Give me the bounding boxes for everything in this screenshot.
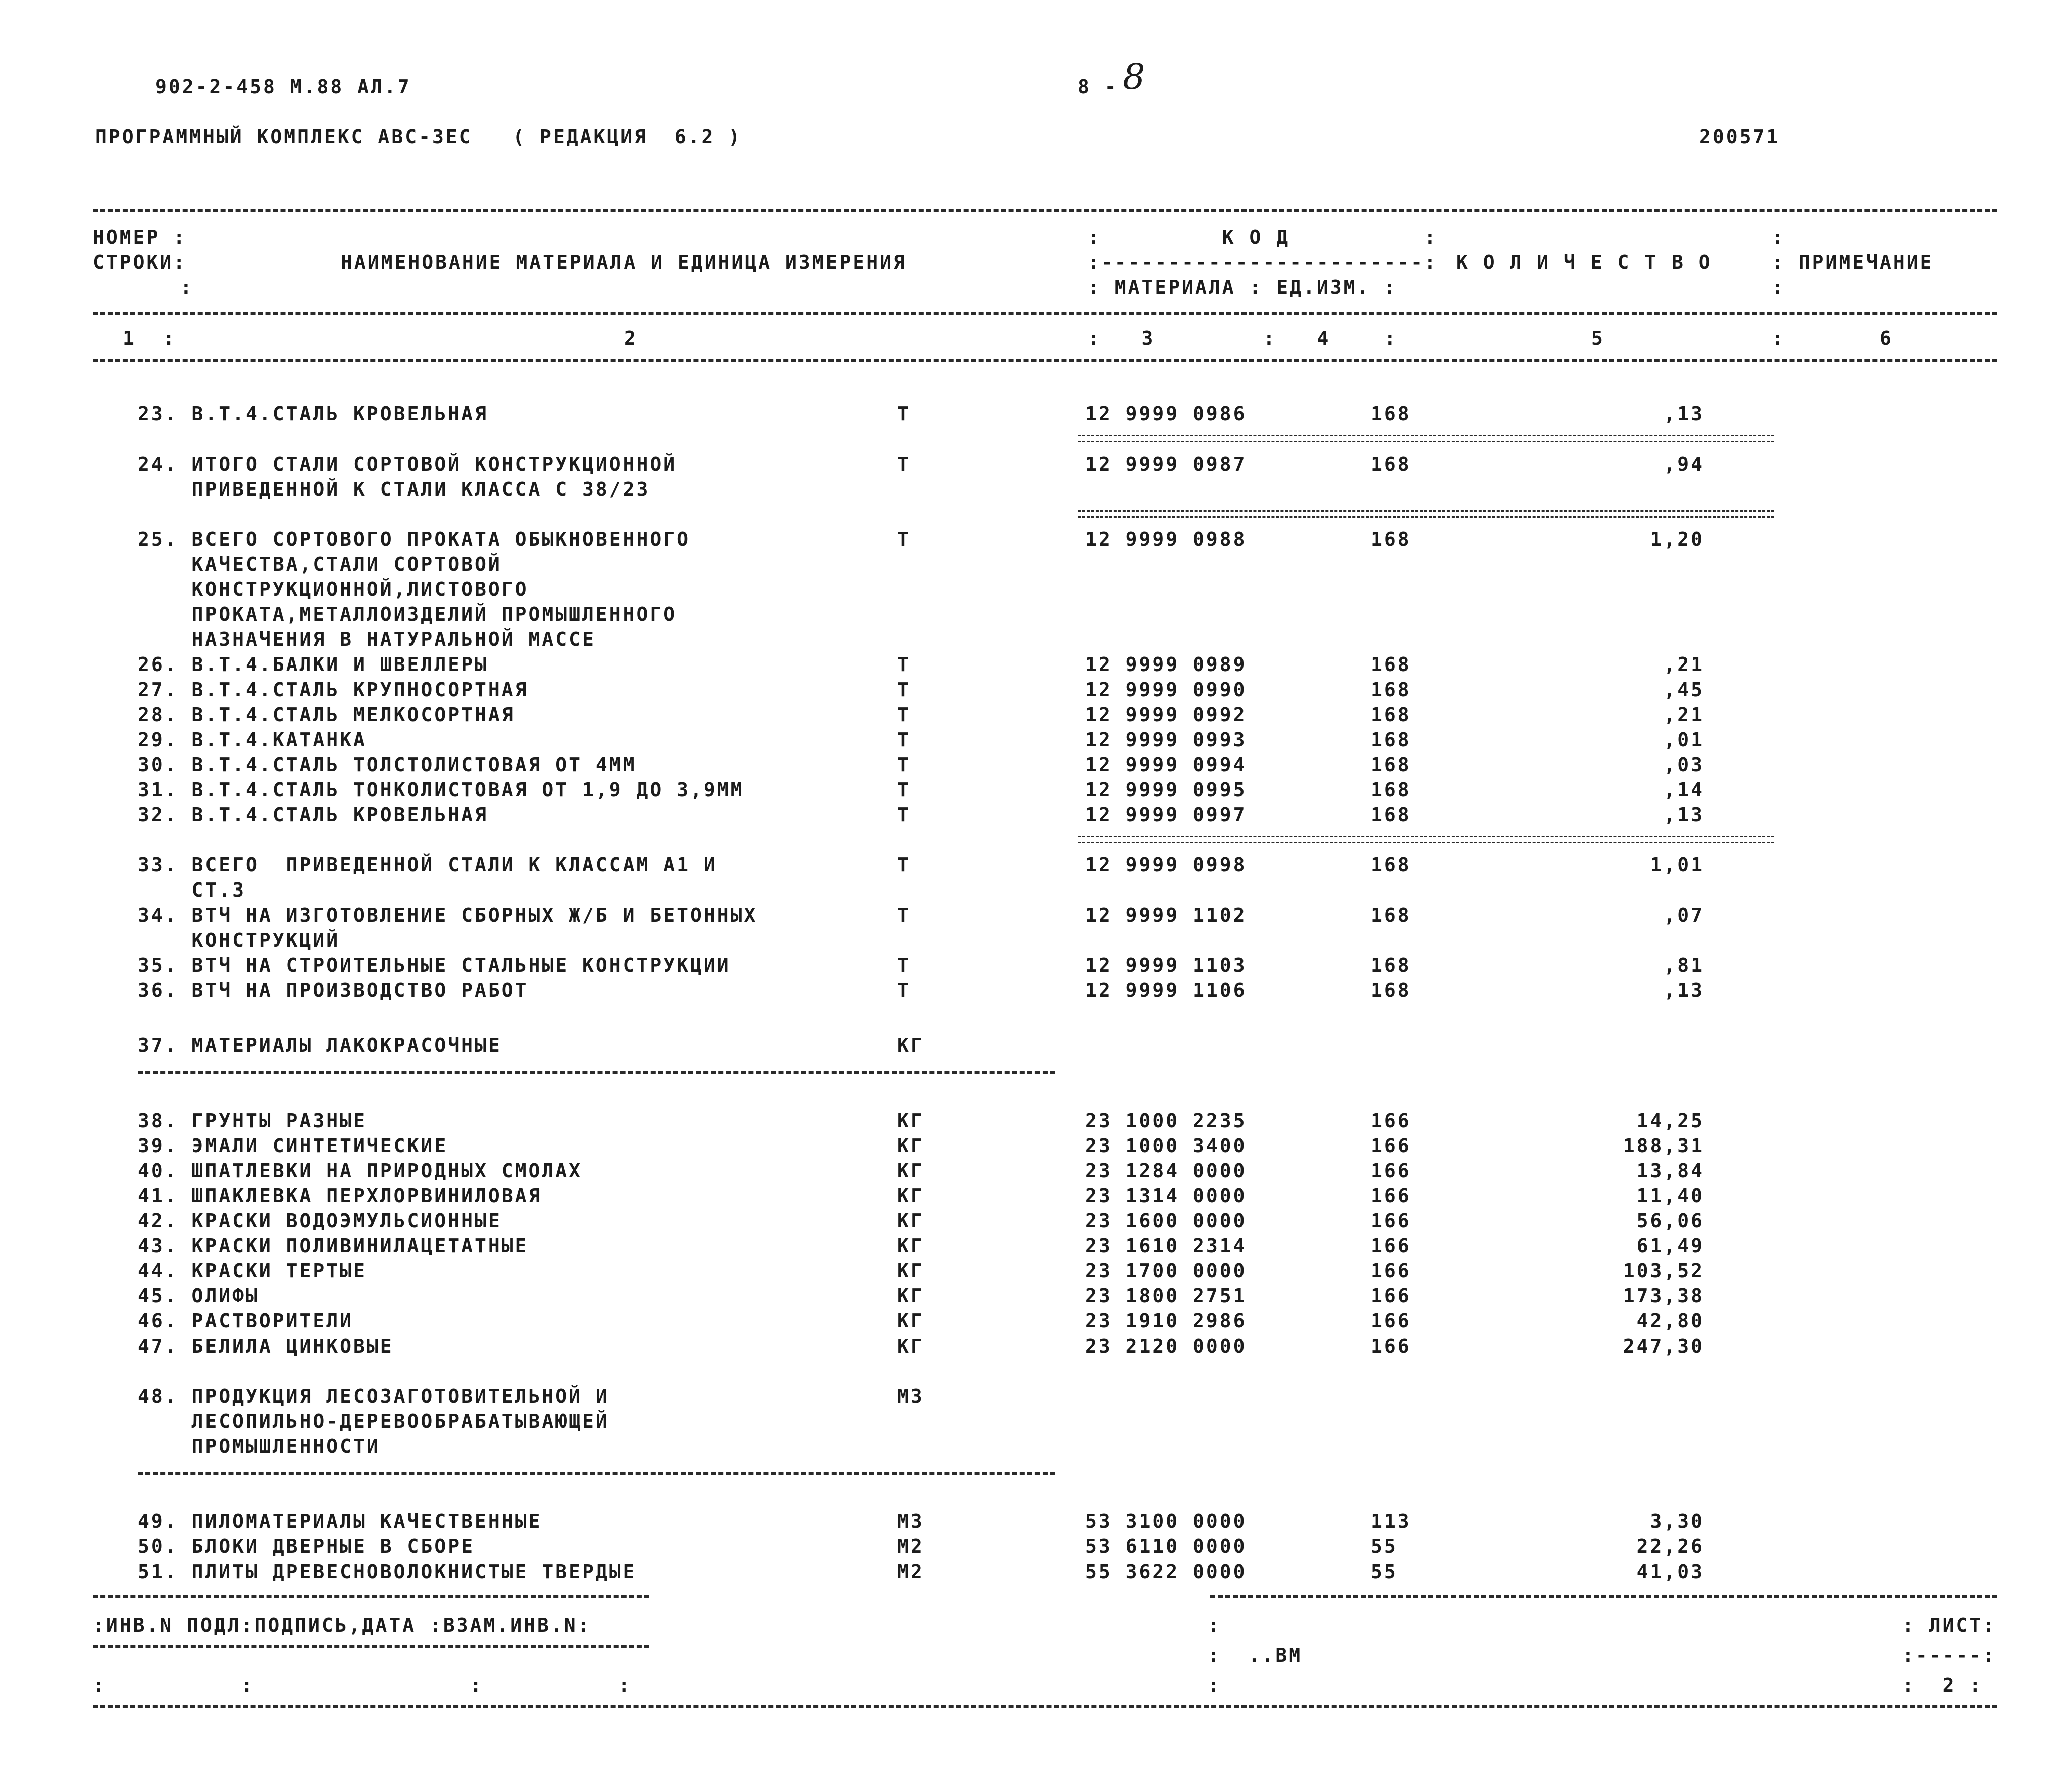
row-number-label-1: НОМЕР : <box>93 226 187 248</box>
material-name: 35. ВТЧ НА СТРОИТЕЛЬНЫЕ СТАЛЬНЫЕ КОНСТРУКЦИИ <box>138 954 731 976</box>
material-code: 12 9999 0994 <box>1085 754 1247 776</box>
note-header: : ПРИМЕЧАНИЕ <box>1772 251 1934 273</box>
unit-label: Т <box>897 954 911 976</box>
stamp-mid-colon-bottom: : <box>1208 1674 1221 1696</box>
unit-label: КГ <box>897 1235 924 1257</box>
unit-label: М2 <box>897 1535 924 1558</box>
unit-label: КГ <box>897 1210 924 1232</box>
unit-code: 55 <box>1371 1561 1398 1583</box>
quantity-header: К О Л И Ч Е С Т В О <box>1456 251 1712 273</box>
material-code: 23 1800 2751 <box>1085 1285 1247 1307</box>
material-name: 28. В.Т.4.СТАЛЬ МЕЛКОСОРТНАЯ <box>138 704 515 726</box>
quantity-value: 247,30 <box>1623 1335 1704 1357</box>
material-name: 26. В.Т.4.БАЛКИ И ШВЕЛЛЕРЫ <box>138 653 488 676</box>
code-header-top: : К О Д : <box>1088 226 1438 248</box>
material-name: 47. БЕЛИЛА ЦИНКОВЫЕ <box>138 1335 394 1357</box>
unit-code: 168 <box>1371 528 1411 550</box>
note-colon-top: : <box>1772 226 1785 248</box>
quantity-value: 14,25 <box>1636 1109 1704 1132</box>
stamp-mid-bm: : ..ВМ <box>1208 1644 1303 1666</box>
material-name: 33. ВСЕГО ПРИВЕДЕННОЙ СТАЛИ К КЛАССАМ А1 И <box>138 854 717 876</box>
quantity-value: ,14 <box>1664 779 1704 801</box>
unit-label: КГ <box>897 1034 924 1056</box>
material-name: 30. В.Т.4.СТАЛЬ ТОЛСТОЛИСТОВАЯ ОТ 4ММ <box>138 754 637 776</box>
double-rule <box>1078 510 1774 518</box>
material-name: 34. ВТЧ НА ИЗГОТОВЛЕНИЕ СБОРНЫХ Ж/Б И БЕТОННЫХ <box>138 904 758 926</box>
stamp-rule-bottom <box>93 1705 1997 1708</box>
material-name: 40. ШПАТЛЕВКИ НА ПРИРОДНЫХ СМОЛАХ <box>138 1160 582 1182</box>
material-name-continued: КОНСТРУКЦИЙ <box>138 929 340 951</box>
material-code: 53 3100 0000 <box>1085 1510 1247 1532</box>
material-name: 32. В.Т.4.СТАЛЬ КРОВЕЛЬНАЯ <box>138 804 488 826</box>
quantity-value: ,03 <box>1664 754 1704 776</box>
quantity-value: 56,06 <box>1636 1210 1704 1232</box>
material-name: 39. ЭМАЛИ СИНТЕТИЧЕСКИЕ <box>138 1135 448 1157</box>
material-code: 23 2120 0000 <box>1085 1335 1247 1357</box>
material-code: 12 9999 0987 <box>1085 453 1247 475</box>
unit-label: КГ <box>897 1310 924 1332</box>
material-code: 23 1610 2314 <box>1085 1235 1247 1257</box>
quantity-value: ,21 <box>1664 704 1704 726</box>
material-name: 42. КРАСКИ ВОДОЭМУЛЬСИОННЫЕ <box>138 1210 502 1232</box>
material-code: 53 6110 0000 <box>1085 1535 1247 1558</box>
material-name-continued: СТ.3 <box>138 879 246 901</box>
unit-code: 166 <box>1371 1310 1411 1332</box>
material-name: 45. ОЛИФЫ <box>138 1285 259 1307</box>
unit-label: М3 <box>897 1510 924 1532</box>
material-name: 43. КРАСКИ ПОЛИВИНИЛАЦЕТАТНЫЕ <box>138 1235 529 1257</box>
material-code: 23 1000 3400 <box>1085 1135 1247 1157</box>
material-name-continued: КОНСТРУКЦИОННОЙ,ЛИСТОВОГО <box>138 578 529 600</box>
unit-code: 168 <box>1371 453 1411 475</box>
material-name: 36. ВТЧ НА ПРОИЗВОДСТВО РАБОТ <box>138 979 529 1001</box>
double-rule <box>1078 836 1774 843</box>
unit-code: 166 <box>1371 1335 1411 1357</box>
quantity-value: ,81 <box>1664 954 1704 976</box>
material-code: 12 9999 0988 <box>1085 528 1247 550</box>
unit-label: КГ <box>897 1285 924 1307</box>
unit-code: 168 <box>1371 904 1411 926</box>
material-name-continued: НАЗНАЧЕНИЯ В НАТУРАЛЬНОЙ МАССЕ <box>138 628 596 650</box>
unit-label: КГ <box>897 1109 924 1132</box>
quantity-value: 22,26 <box>1636 1535 1704 1558</box>
material-name: 44. КРАСКИ ТЕРТЫЕ <box>138 1260 367 1282</box>
material-name: 23. В.Т.4.СТАЛЬ КРОВЕЛЬНАЯ <box>138 403 488 425</box>
sheet-number: : 2 : <box>1902 1674 1983 1696</box>
sheet-label: : ЛИСТ: <box>1902 1614 1997 1636</box>
material-code: 12 9999 1103 <box>1085 954 1247 976</box>
unit-label: Т <box>897 779 911 801</box>
material-code: 23 1700 0000 <box>1085 1260 1247 1282</box>
section-rule <box>138 1472 1055 1475</box>
quantity-value: 41,03 <box>1636 1561 1704 1583</box>
material-name-continued: КАЧЕСТВА,СТАЛИ СОРТОВОЙ <box>138 553 502 575</box>
unit-label: Т <box>897 804 911 826</box>
material-name: 24. ИТОГО СТАЛИ СОРТОВОЙ КОНСТРУКЦИОННОЙ <box>138 453 677 475</box>
quantity-value: ,07 <box>1664 904 1704 926</box>
unit-label: Т <box>897 729 911 751</box>
unit-label: М3 <box>897 1385 924 1407</box>
page-number-printed: 8 - <box>1078 76 1118 98</box>
material-code: 12 9999 0990 <box>1085 679 1247 701</box>
unit-label: КГ <box>897 1335 924 1357</box>
quantity-value: ,13 <box>1664 979 1704 1001</box>
unit-label: Т <box>897 704 911 726</box>
program-title: ПРОГРАММНЫЙ КОМПЛЕКС АВС-ЗЕС ( РЕДАКЦИЯ 6.2 ) <box>95 126 742 148</box>
unit-code: 166 <box>1371 1210 1411 1232</box>
row-number-label-3: : <box>180 276 194 298</box>
quantity-value: 42,80 <box>1636 1310 1704 1332</box>
unit-code: 168 <box>1371 754 1411 776</box>
unit-code: 168 <box>1371 653 1411 676</box>
unit-code: 166 <box>1371 1135 1411 1157</box>
note-colon-bottom: : <box>1772 276 1785 298</box>
material-code: 55 3622 0000 <box>1085 1561 1247 1583</box>
material-code: 12 9999 0989 <box>1085 653 1247 676</box>
material-name: 31. В.Т.4.СТАЛЬ ТОНКОЛИСТОВАЯ ОТ 1,9 ДО 3,9ММ <box>138 779 744 801</box>
material-code: 12 9999 0986 <box>1085 403 1247 425</box>
document-code: 200571 <box>1699 126 1780 148</box>
quantity-value: ,01 <box>1664 729 1704 751</box>
material-name: 46. РАСТВОРИТЕЛИ <box>138 1310 354 1332</box>
section-heading-continued: ЛЕСОПИЛЬНО-ДЕРЕВООБРАБАТЫВАЮЩЕЙ <box>138 1410 609 1432</box>
unit-label: Т <box>897 653 911 676</box>
unit-code: 168 <box>1371 403 1411 425</box>
unit-label: М2 <box>897 1561 924 1583</box>
material-code: 23 1600 0000 <box>1085 1210 1247 1232</box>
header-rule-middle <box>93 312 1997 315</box>
column-number-6: : 6 <box>1772 327 1893 349</box>
unit-code: 168 <box>1371 854 1411 876</box>
stamp-rule-top-right <box>1210 1595 1997 1598</box>
unit-code: 168 <box>1371 804 1411 826</box>
material-code: 12 9999 1102 <box>1085 904 1247 926</box>
quantity-value: ,94 <box>1664 453 1704 475</box>
unit-label: Т <box>897 979 911 1001</box>
unit-label: КГ <box>897 1185 924 1207</box>
unit-label: Т <box>897 453 911 475</box>
unit-code: 166 <box>1371 1260 1411 1282</box>
unit-code: 166 <box>1371 1109 1411 1132</box>
unit-code: 168 <box>1371 704 1411 726</box>
unit-label: Т <box>897 528 911 550</box>
column-number-4: : 4 : <box>1263 327 1398 349</box>
section-heading: 48. ПРОДУКЦИЯ ЛЕСОЗАГОТОВИТЕЛЬНОЙ И <box>138 1385 609 1407</box>
code-header-divider: :------------------------: <box>1088 251 1438 273</box>
quantity-value: 188,31 <box>1623 1135 1704 1157</box>
material-name: 50. БЛОКИ ДВЕРНЫЕ В СБОРЕ <box>138 1535 475 1558</box>
material-code: 12 9999 0998 <box>1085 854 1247 876</box>
header-rule-top <box>93 209 1997 212</box>
material-code: 23 1314 0000 <box>1085 1185 1247 1207</box>
column-name-header: НАИМЕНОВАНИЕ МАТЕРИАЛА И ЕДИНИЦА ИЗМЕРЕНИЯ <box>341 251 907 273</box>
material-name: 27. В.Т.4.СТАЛЬ КРУПНОСОРТНАЯ <box>138 679 529 701</box>
quantity-value: 3,30 <box>1650 1510 1704 1532</box>
quantity-value: ,21 <box>1664 653 1704 676</box>
unit-label: КГ <box>897 1135 924 1157</box>
unit-label: Т <box>897 403 911 425</box>
code-header-bottom: : МАТЕРИАЛА : ЕД.ИЗМ. : <box>1088 276 1398 298</box>
unit-code: 166 <box>1371 1285 1411 1307</box>
material-code: 12 9999 0993 <box>1085 729 1247 751</box>
quantity-value: 103,52 <box>1623 1260 1704 1282</box>
page-number-handwritten: 8 <box>1123 56 1145 97</box>
quantity-value: 173,38 <box>1623 1285 1704 1307</box>
double-rule <box>1078 435 1774 442</box>
sheet-separator: :-----: <box>1902 1644 1997 1666</box>
unit-label: Т <box>897 754 911 776</box>
quantity-value: 1,01 <box>1650 854 1704 876</box>
unit-code: 168 <box>1371 779 1411 801</box>
column-number-5: 5 <box>1591 327 1605 349</box>
material-name: 25. ВСЕГО СОРТОВОГО ПРОКАТА ОБЫКНОВЕННОГО <box>138 528 690 550</box>
material-code: 12 9999 0997 <box>1085 804 1247 826</box>
material-code: 23 1910 2986 <box>1085 1310 1247 1332</box>
unit-code: 168 <box>1371 979 1411 1001</box>
unit-label: Т <box>897 854 911 876</box>
material-code: 23 1284 0000 <box>1085 1160 1247 1182</box>
material-code: 12 9999 0992 <box>1085 704 1247 726</box>
stamp-mid-colon-top: : <box>1208 1614 1221 1636</box>
unit-code: 168 <box>1371 954 1411 976</box>
unit-code: 166 <box>1371 1185 1411 1207</box>
stamp-rule-top-left <box>93 1595 649 1598</box>
unit-code: 166 <box>1371 1235 1411 1257</box>
material-name-continued: ПРОКАТА,МЕТАЛЛОИЗДЕЛИЙ ПРОМЫШЛЕННОГО <box>138 603 677 625</box>
quantity-value: 1,20 <box>1650 528 1704 550</box>
quantity-value: ,45 <box>1664 679 1704 701</box>
material-name: 51. ПЛИТЫ ДРЕВЕСНОВОЛОКНИСТЫЕ ТВЕРДЫЕ <box>138 1561 637 1583</box>
stamp-labels: :ИНВ.N ПОДЛ:ПОДПИСЬ,ДАТА :ВЗАМ.ИНВ.N: <box>93 1614 591 1636</box>
material-name: 49. ПИЛОМАТЕРИАЛЫ КАЧЕСТВЕННЫЕ <box>138 1510 542 1532</box>
material-code: 12 9999 1106 <box>1085 979 1247 1001</box>
unit-code: 168 <box>1371 679 1411 701</box>
header-rule-bottom <box>93 359 1997 362</box>
material-code: 12 9999 0995 <box>1085 779 1247 801</box>
quantity-value: ,13 <box>1664 804 1704 826</box>
row-number-label-2: СТРОКИ: <box>93 251 187 273</box>
column-number-3: : 3 <box>1088 327 1155 349</box>
unit-label: КГ <box>897 1260 924 1282</box>
section-heading-continued: ПРОМЫШЛЕННОСТИ <box>138 1435 380 1457</box>
material-name: 38. ГРУНТЫ РАЗНЫЕ <box>138 1109 367 1132</box>
section-rule <box>138 1071 1055 1074</box>
unit-label: Т <box>897 679 911 701</box>
quantity-value: ,13 <box>1664 403 1704 425</box>
stamp-rule-middle <box>93 1645 649 1648</box>
column-number-1: 1 : <box>123 327 177 349</box>
material-code: 23 1000 2235 <box>1085 1109 1247 1132</box>
material-name: 41. ШПАКЛЕВКА ПЕРХЛОРВИНИЛОВАЯ <box>138 1185 542 1207</box>
material-name-continued: ПРИВЕДЕННОЙ К СТАЛИ КЛАССА С 38/23 <box>138 478 650 500</box>
unit-code: 55 <box>1371 1535 1398 1558</box>
unit-label: Т <box>897 904 911 926</box>
stamp-cells: : : : : <box>93 1674 632 1696</box>
unit-code: 113 <box>1371 1510 1411 1532</box>
quantity-value: 11,40 <box>1636 1185 1704 1207</box>
section-heading: 37. МАТЕРИАЛЫ ЛАКОКРАСОЧНЫЕ <box>138 1034 502 1056</box>
quantity-value: 61,49 <box>1636 1235 1704 1257</box>
unit-code: 168 <box>1371 729 1411 751</box>
unit-code: 166 <box>1371 1160 1411 1182</box>
material-name: 29. В.Т.4.КАТАНКА <box>138 729 367 751</box>
unit-label: КГ <box>897 1160 924 1182</box>
quantity-value: 13,84 <box>1636 1160 1704 1182</box>
document-reference: 902-2-458 M.88 AЛ.7 <box>155 76 411 98</box>
column-number-2: 2 <box>624 327 638 349</box>
